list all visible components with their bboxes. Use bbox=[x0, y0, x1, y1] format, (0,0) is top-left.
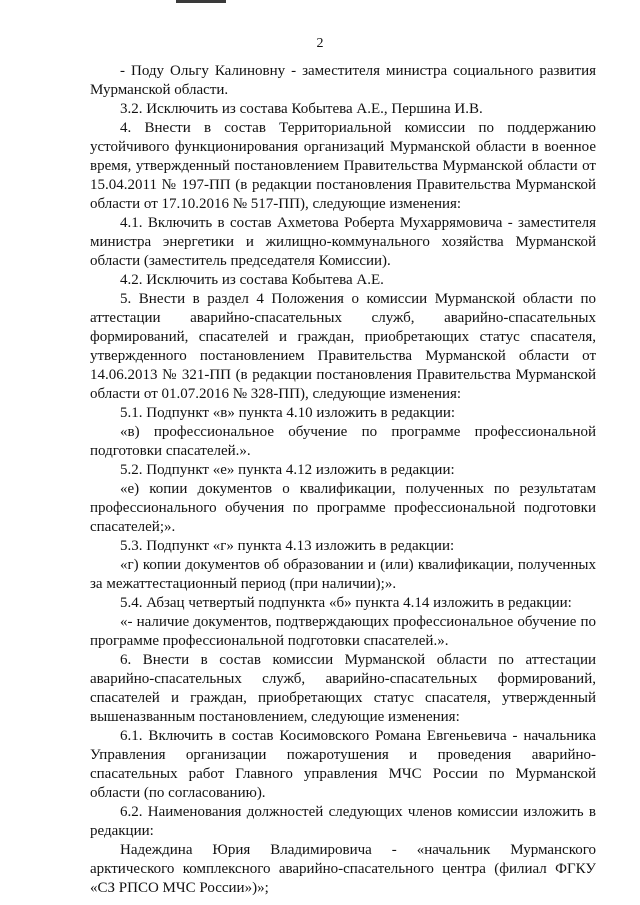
paragraph-3-2: 3.2. Исключить из состава Кобытева А.Е., Першина И.В. bbox=[120, 101, 483, 117]
top-edge-mark bbox=[176, 0, 226, 3]
document-body bbox=[90, 62, 596, 898]
paragraph-5-2-text: «е) копии документов о квалификации, полученных по результатам профессионального обучения по программе профессиональной подготовки спасателей;». bbox=[90, 481, 596, 535]
paragraph-5-2: 5.2. Подпункт «е» пункта 4.12 изложить в редакции: bbox=[120, 462, 455, 478]
paragraph-4: 4. Внести в состав Территориальной комиссии по поддержанию устойчивого функционирования организаций Мурманской области в военное время, утвержденный постановлением Правительства Мурманской области от 15.04.2011 № 197-ПП (в редакции постановления Правительства Мурманской области от 17.10.2016 № 517-ПП), следующие изменения: bbox=[90, 120, 596, 212]
paragraph-4-1: 4.1. Включить в состав Ахметова Роберта Мухаррямовича - заместителя министра энергетики и жилищно-коммунального хозяйства Мурманской области (заместитель председателя Комиссии). bbox=[90, 215, 596, 269]
paragraph-5-1-text: «в) профессиональное обучение по программе профессиональной подготовки спасателей.». bbox=[90, 424, 596, 459]
paragraph-poda-appointment: - Поду Ольгу Калиновну - заместителя министра социального развития Мурманской области. bbox=[90, 63, 596, 98]
paragraph-6-2: 6.2. Наименования должностей следующих членов комиссии изложить в редакции: bbox=[90, 804, 596, 839]
page-number: 2 bbox=[316, 36, 324, 51]
paragraph-5-4-text: «- наличие документов, подтверждающих профессиональное обучение по программе профессиональной подготовки спасателей.». bbox=[90, 614, 596, 649]
paragraph-5-3: 5.3. Подпункт «г» пункта 4.13 изложить в редакции: bbox=[120, 538, 455, 554]
paragraph-nadezhdin: Надеждина Юрия Владимировича - «начальник Мурманского арктического комплексного аварийно-спасательного центра (филиал ФГКУ «СЗ РПСО МЧС России»)»; bbox=[90, 842, 596, 896]
paragraph-6: 6. Внести в состав комиссии Мурманской области по аттестации аварийно-спасательных служб, аварийно-спасательных формирований, спасателей и граждан, приобретающих статус спасателя, утвержденный вышеназванным постановлением, следующие изменения: bbox=[90, 652, 596, 725]
paragraph-6-1: 6.1. Включить в состав Косимовского Романа Евгеньевича - начальника Управления организации пожаротушения и проведения аварийно-спасательных работ Главного управления МЧС России по Мурманской области (по согласованию). bbox=[90, 728, 596, 801]
paragraph-5-3-text: «г) копии документов об образовании и (или) квалификации, полученных за межаттестационный период (при наличии);». bbox=[90, 557, 596, 592]
paragraph-4-2: 4.2. Исключить из состава Кобытева А.Е. bbox=[120, 272, 384, 288]
paragraph-5-1: 5.1. Подпункт «в» пункта 4.10 изложить в редакции: bbox=[120, 405, 456, 421]
paragraph-5: 5. Внести в раздел 4 Положения о комиссии Мурманской области по аттестации аварийно-спасательных служб, аварийно-спасательных формирований, спасателей и граждан, приобретающих статус спасателя, утвержденного постановлением Правительства Мурманской области от 14.06.2013 № 321-ПП (в редакции постановления Правительства Мурманской области от 01.07.2016 № 328-ПП), следующие изменения: bbox=[90, 291, 596, 402]
paragraph-5-4: 5.4. Абзац четвертый подпункта «б» пункта 4.14 изложить в редакции: bbox=[120, 595, 572, 611]
